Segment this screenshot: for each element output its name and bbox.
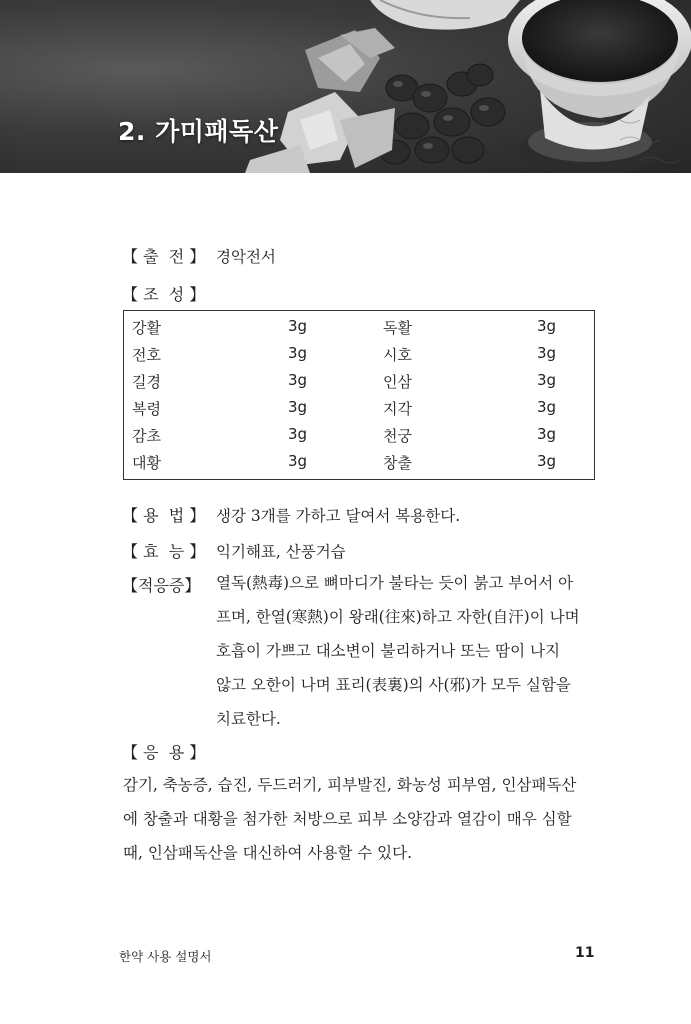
table-row xyxy=(124,344,594,371)
application-line: 때, 인삼패독산을 대신하여 사용할 수 있다. xyxy=(123,844,413,862)
indication-row xyxy=(122,573,200,596)
usage-row xyxy=(122,503,460,526)
herb-name: 대황 xyxy=(132,454,161,472)
effect-label: 【 효 능 】 xyxy=(122,542,206,561)
page-title: 2. 가미패독산 xyxy=(118,117,279,146)
herb-dose: 3g xyxy=(288,425,308,443)
herb-name: 독활 xyxy=(383,319,412,337)
application-text xyxy=(123,768,593,870)
book-title: 한약 사용 설명서 xyxy=(119,949,212,964)
herb-dose: 3g xyxy=(537,398,557,416)
herb-dose: 3g xyxy=(288,344,308,362)
herb-dose: 3g xyxy=(288,452,308,470)
herb-name: 시호 xyxy=(383,346,412,364)
herb-name: 천궁 xyxy=(383,427,412,445)
indication-line: 치료한다. xyxy=(216,710,281,728)
effect-row xyxy=(122,539,346,562)
indication-line: 호흡이 가쁘고 대소변이 불리하거나 또는 땀이 나지 xyxy=(216,642,560,660)
application-label: 【 응 용 】 xyxy=(122,743,206,762)
herb-dose: 3g xyxy=(288,371,308,389)
herb-name: 복령 xyxy=(132,400,161,418)
indication-line: 프며, 한열(寒熱)이 왕래(往來)하고 자한(自汗)이 나며 xyxy=(216,608,580,626)
herb-dose: 3g xyxy=(288,398,308,416)
composition-row xyxy=(122,282,205,305)
header-banner xyxy=(0,0,691,173)
herb-name: 길경 xyxy=(132,373,161,391)
indication-line: 열독(熱毒)으로 뼈마디가 불타는 듯이 붉고 부어서 아 xyxy=(216,574,574,592)
indication-line: 않고 오한이 나며 표리(表裏)의 사(邪)가 모두 실함을 xyxy=(216,676,571,694)
herb-dose: 3g xyxy=(537,425,557,443)
table-row xyxy=(124,371,594,398)
herb-dose: 3g xyxy=(288,317,308,335)
herb-dose: 3g xyxy=(537,371,557,389)
indication-text xyxy=(216,566,588,736)
herbal-medicine-photo xyxy=(0,0,691,173)
usage-text: 생강 3개를 가하고 달여서 복용한다. xyxy=(216,507,461,525)
herb-name: 감초 xyxy=(132,427,161,445)
herb-name: 강활 xyxy=(132,319,161,337)
composition-label: 【 조 성 】 xyxy=(122,285,206,304)
effect-text: 익기해표, 산풍거습 xyxy=(216,543,346,561)
herb-name: 창출 xyxy=(383,454,412,472)
application-row xyxy=(122,740,205,763)
herb-dose: 3g xyxy=(537,452,557,470)
herb-name: 전호 xyxy=(132,346,161,364)
herb-name: 인삼 xyxy=(383,373,412,391)
source-text: 경악전서 xyxy=(216,248,276,266)
application-line: 감기, 축농증, 습진, 두드러기, 피부발진, 화농성 피부염, 인삼패독산 xyxy=(123,776,577,794)
herb-dose: 3g xyxy=(537,344,557,362)
composition-table xyxy=(123,310,595,480)
herb-name: 지각 xyxy=(383,400,412,418)
usage-label: 【 용 법 】 xyxy=(122,506,206,525)
table-row xyxy=(124,317,594,344)
herb-dose: 3g xyxy=(537,317,557,335)
application-line: 에 창출과 대황을 첨가한 처방으로 피부 소양감과 열감이 매우 심할 xyxy=(123,810,572,828)
source-label: 【 출 전 】 xyxy=(122,247,206,266)
page-number: 11 xyxy=(575,945,595,961)
table-row xyxy=(124,398,594,425)
indication-label: 【적응증】 xyxy=(122,576,201,595)
source-row xyxy=(122,244,276,267)
table-row xyxy=(124,452,594,479)
table-row xyxy=(124,425,594,452)
